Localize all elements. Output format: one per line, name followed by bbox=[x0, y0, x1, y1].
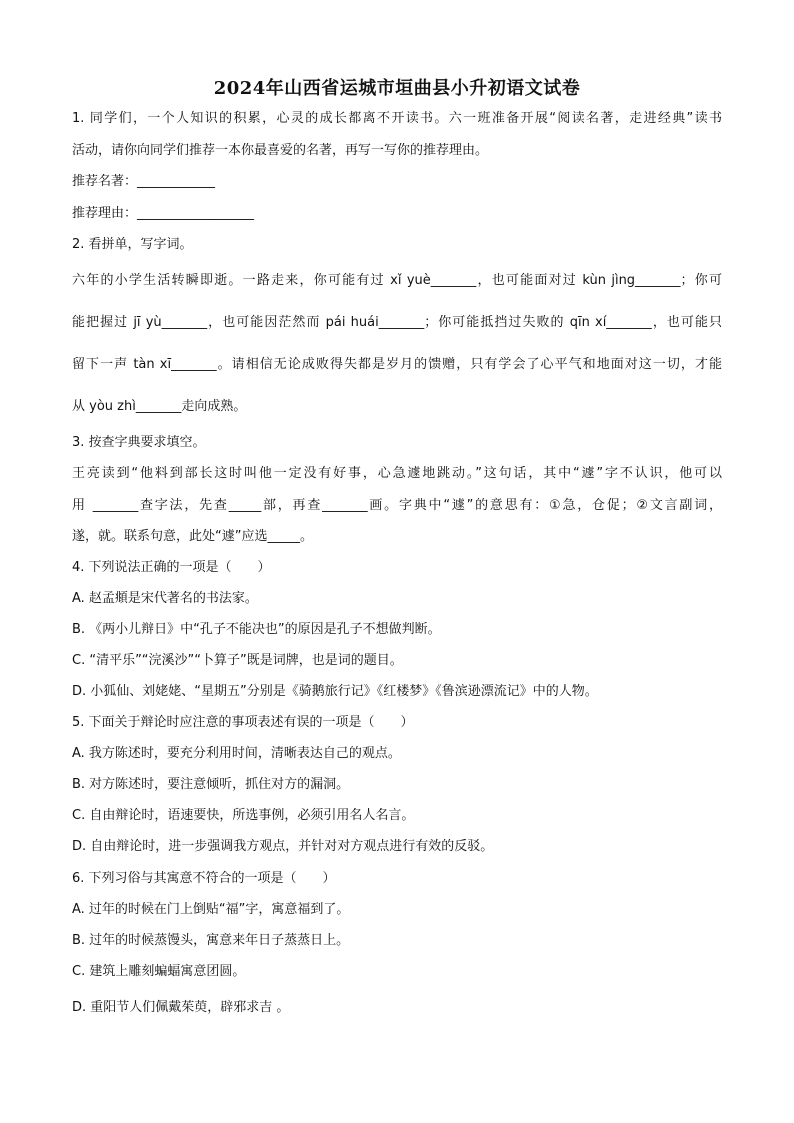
q6-heading: 6. 下列习俗与其寓意不符合的一项是（ ） bbox=[72, 871, 336, 886]
q2-text-line-2: 能把握过 jī yù_______，也可能因茫然而 pái huái_______；你可能抵挡过失败的 qīn xí_______，也可能只 bbox=[72, 315, 722, 330]
q5-option-b: B. 对方陈述时，要注意倾听，抓住对方的漏洞。 bbox=[72, 777, 350, 792]
q2-text-line-3: 留下一声 tàn xī_______。请相信无论成败得失都是岁月的馈赠，只有学会了心平气和地面对这一切，才能 bbox=[72, 357, 722, 372]
q2-text-line-1: 六年的小学生活转瞬即逝。一路走来，你可能有过 xǐ yuè_______，也可能面对过 kùn jìng_______；你可 bbox=[72, 273, 722, 288]
q1-text-line-2: 活动，请你向同学们推荐一本你最喜爱的名著，再写一写你的推荐理由。 bbox=[72, 143, 489, 158]
q6-option-c: C. 建筑上雕刻蝙蝠寓意团圆。 bbox=[72, 964, 246, 979]
exam-title: 2024年山西省运城市垣曲县小升初语文试卷 bbox=[213, 78, 581, 99]
q4-option-d: D. 小狐仙、刘姥姥、“星期五”分别是《骑鹅旅行记》《红楼梦》《鲁滨逊漂流记》中的人物。 bbox=[72, 684, 598, 699]
q2-text-line-4: 从 yòu zhì_______走向成熟。 bbox=[72, 399, 247, 414]
q4-option-a: A. 赵孟頫是宋代著名的书法家。 bbox=[72, 591, 258, 606]
q3-text-line-2: 用 _______查字法，先查_____部，再查_______画。字典中“遽”的意思有：①急，仓促；②文言副词， bbox=[72, 498, 722, 513]
q5-option-a: A. 我方陈述时，要充分利用时间，清晰表达自己的观点。 bbox=[72, 746, 401, 761]
q3-text-line-3: 遂，就。联系句意，此处“遽”应选_____。 bbox=[72, 529, 313, 544]
q5-option-d: D. 自由辩论时，进一步强调我方观点，并针对对方观点进行有效的反驳。 bbox=[72, 839, 494, 854]
q5-option-c: C. 自由辩论时，语速要快，所选事例，必须引用名人名言。 bbox=[72, 808, 415, 823]
q1-recommend-book-field: 推荐名著：____________ bbox=[72, 174, 216, 189]
q3-text-line-1: 王亮读到“他料到部长这时叫他一定没有好事，心急遽地跳动。”这句话，其中“遽”字不认识，他可以 bbox=[72, 466, 722, 481]
q4-option-b: B. 《两小儿辩日》中“孔子不能决也”的原因是孔子不想做判断。 bbox=[72, 622, 441, 637]
q1-recommend-reason-field: 推荐理由：__________________ bbox=[72, 206, 255, 221]
q6-option-a: A. 过年的时候在门上倒贴“福”字，寓意福到了。 bbox=[72, 902, 350, 917]
q6-option-b: B. 过年的时候蒸馒头，寓意来年日子蒸蒸日上。 bbox=[72, 933, 350, 948]
q3-heading: 3. 按查字典要求填空。 bbox=[72, 435, 206, 450]
q1-text-line-1: 1. 同学们，一个人知识的积累，心灵的成长都离不开读书。六一班准备开展“阅读名著，走进经典”读书 bbox=[72, 111, 722, 126]
q4-heading: 4. 下列说法正确的一项是（ ） bbox=[72, 560, 271, 575]
q5-heading: 5. 下面关于辩论时应注意的事项表述有误的一项是（ ） bbox=[72, 715, 414, 730]
q2-heading: 2. 看拼单，写字词。 bbox=[72, 237, 193, 252]
q6-option-d: D. 重阳节人们佩戴茱萸，辟邪求吉 。 bbox=[72, 1000, 290, 1015]
q4-option-c: C. “清平乐”“浣溪沙”“卜算子”既是词牌，也是词的题目。 bbox=[72, 653, 403, 668]
